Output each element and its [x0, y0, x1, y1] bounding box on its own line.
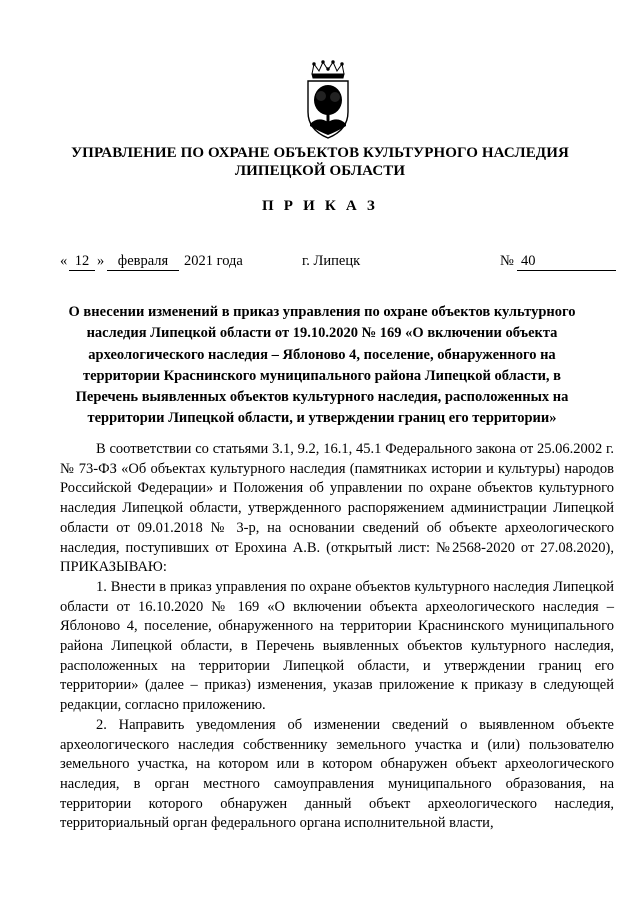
paragraph-item-2: 2. Направить уведомления об изменении сведений о выявленном объекте археологического наследия собственнику земельного участка и (или) пользователю земельного участка, на котором или в котором обнаружен объект археологического наследия, в орган местного самоуправления муниципального образования, на территории которого обнаружен данный объект археологического наследия, территориальный орган федерального органа исполнительной власти,	[60, 716, 614, 832]
order-meta-line	[60, 252, 620, 272]
lipetsk-coat-of-arms-icon	[302, 60, 354, 140]
date-quote-open: «	[60, 253, 68, 269]
crown-icon	[312, 61, 344, 78]
date-month: февраля	[107, 252, 179, 271]
city: г. Липецк	[302, 253, 361, 269]
date-quote-close: »	[97, 253, 105, 269]
date-year: 2021 года	[184, 253, 243, 269]
paragraph-preamble: В соответствии со статьями 3.1, 9.2, 16.1, 45.1 Федерального закона от 25.06.2002 г. № 73-ФЗ «Об объектах культурного наследия (памятниках истории и культуры) народов Российской Федерации» и Положения об управлении по охране объектов культурного наследия Липецкой области, утвержденного распоряжением администрации Липецкой области от 09.01.2018 № 3-р, на основании сведений об объекте археологического наследия, поступивших от Ерохина А.В. (открытый лист: №2568-2020 от 27.08.2020), ПРИКАЗЫВАЮ:	[60, 441, 614, 576]
order-subject: О внесении изменений в приказ управления по охране объектов культурного наследия Липецкой области от 19.10.2020 № 169 «О включении объекта археологического наследия – Яблоново 4, поселение, обнаруженного на территории Краснинского муниципального района Липецкой области, в Перечень выявленных объектов культурного наследия, расположенных на территории Липецкой области, и утверждении границ его территории»	[68, 304, 576, 427]
agency-name-line1: УПРАВЛЕНИЕ ПО ОХРАНЕ ОБЪЕКТОВ КУЛЬТУРНОГО НАСЛЕДИЯ	[71, 145, 569, 161]
order-number: 40	[517, 252, 616, 271]
number-label: №	[500, 253, 514, 269]
date-day: 12	[69, 252, 95, 271]
agency-name	[40, 144, 600, 180]
document-type: П Р И К А З	[261, 198, 379, 214]
agency-name-line2: ЛИПЕЦКОЙ ОБЛАСТИ	[234, 163, 406, 179]
order-body	[60, 440, 614, 834]
paragraph-item-1: 1. Внести в приказ управления по охране объектов культурного наследия Липецкой области от 16.10.2020 № 169 «О включении объекта археологического наследия – Яблоново 4, поселение, обнаруженного на территории Краснинского муниципального района Липецкой области, в Перечень выявленных объектов культурного наследия, расположенных на территории Липецкой области, и утверждении границ его территории» (далее – приказ) изменения, указав приложение к приказу в следующей редакции, согласно приложению.	[60, 578, 614, 714]
